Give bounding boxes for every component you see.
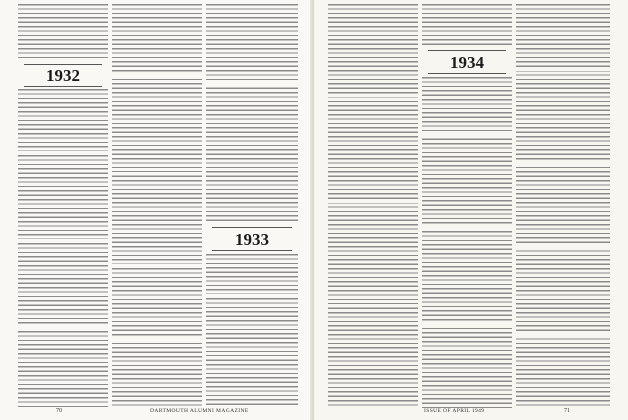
page-number: 70 [56,408,62,414]
right-page-column-2 [422,0,512,408]
page-number: 71 [564,408,570,414]
running-footer: DARTMOUTH ALUMNI MAGAZINE [150,408,249,414]
body-text [328,4,418,408]
section-rule [212,250,292,251]
right-page [314,0,628,420]
class-year-heading: 1933 [235,230,269,249]
body-text [112,4,202,408]
left-page-column-2 [112,0,202,408]
section-rule [212,227,292,228]
section-rule [24,86,102,87]
left-page-column-1 [18,0,108,408]
class-year-heading: 1932 [46,66,80,85]
section-rule [24,64,102,65]
body-text [422,4,512,46]
running-footer: ISSUE OF APRIL 1949 [424,408,485,414]
right-page-column-3 [516,0,610,408]
body-text [422,77,512,408]
left-page-column-3 [206,0,298,408]
body-text [516,4,610,408]
right-page-column-1 [328,0,418,408]
body-text [18,89,108,408]
body-text [206,4,298,222]
section-rule [428,73,506,74]
class-year-heading: 1934 [450,53,484,72]
body-text [206,254,298,408]
body-text [18,4,108,60]
section-rule [428,50,506,51]
